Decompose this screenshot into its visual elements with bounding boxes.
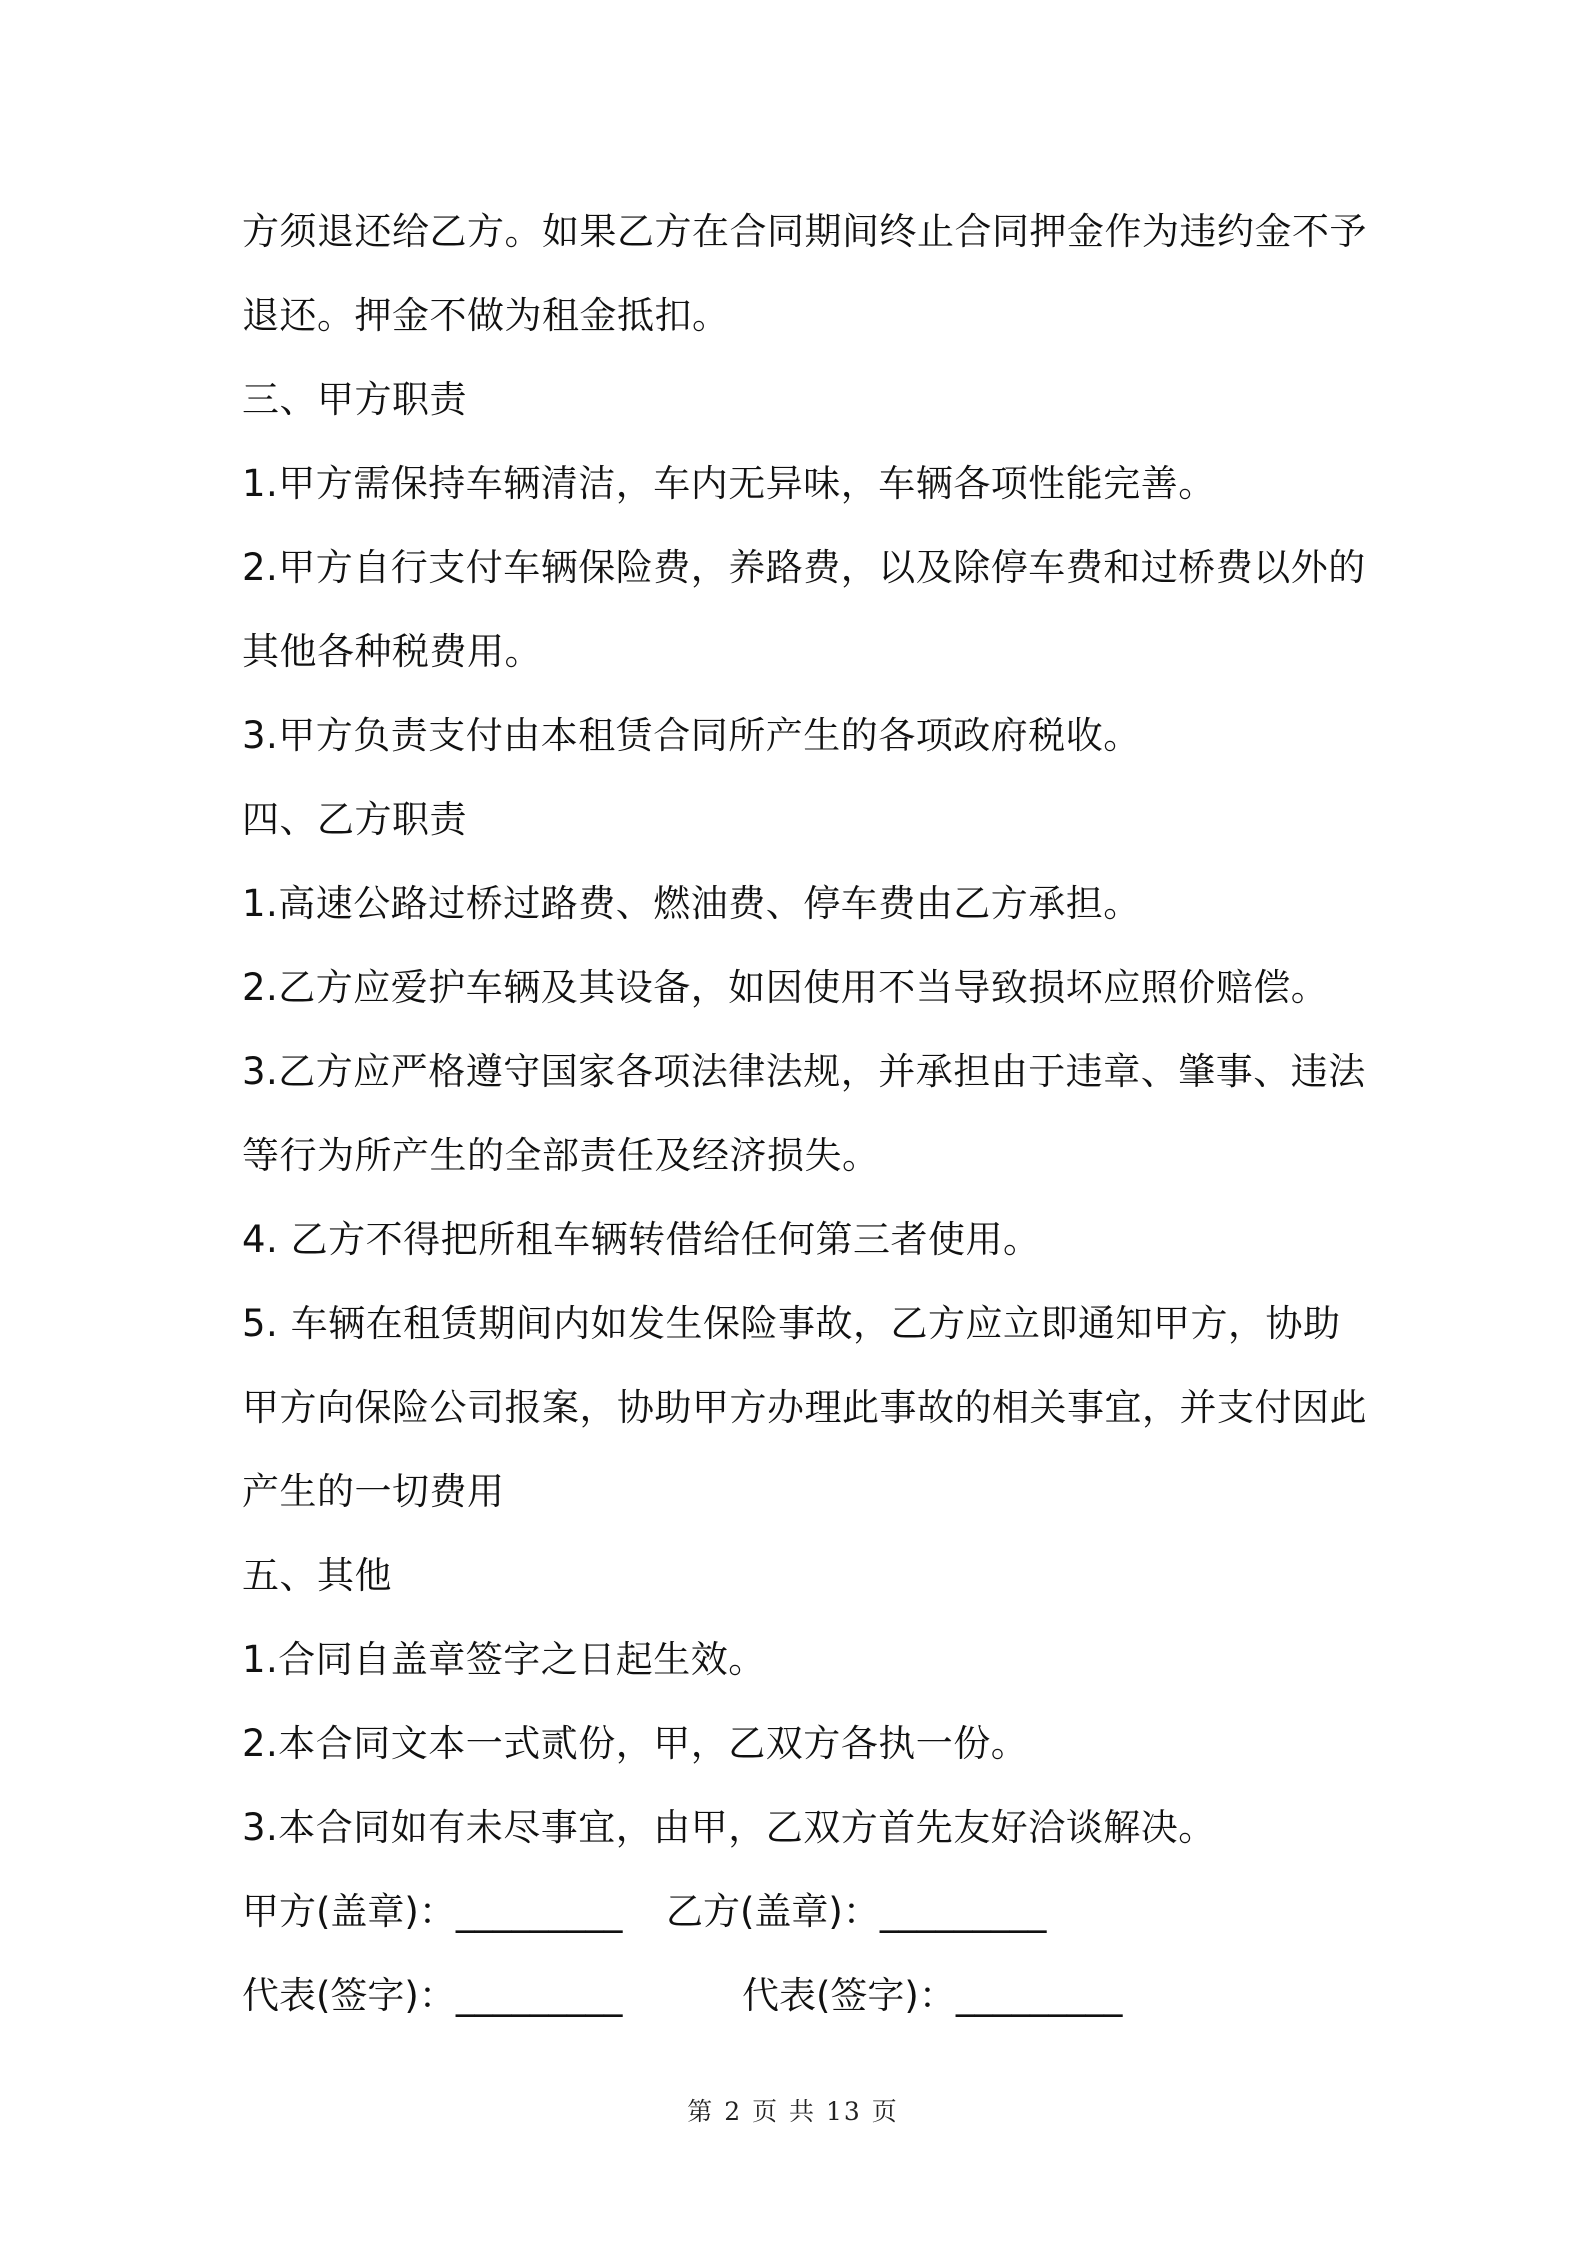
section-heading: 五、其他 [242,1554,392,1597]
section-heading: 四、乙方职责 [242,798,467,841]
page-number-footer: 第 2 页 共 13 页 [687,2097,899,2126]
clause-item: 1.甲方需保持车辆清洁，车内无异味，车辆各项性能完善。 [242,462,1216,505]
paragraph-line: 产生的一切费用 [242,1470,505,1513]
document-body [242,190,1367,2038]
clause-item: 2.本合同文本一式贰份，甲，乙双方各执一份。 [242,1722,1029,1765]
paragraph-line: 甲方向保险公司报案，协助甲方办理此事故的相关事宜，并支付因此 [242,1386,1367,1429]
clause-item: 2.乙方应爱护车辆及其设备，如因使用不当导致损坏应照价赔偿。 [242,966,1329,1009]
section-heading: 三、甲方职责 [242,378,467,421]
clause-item: 4. 乙方不得把所租车辆转借给任何第三者使用。 [242,1218,1041,1261]
clause-item: 1.高速公路过桥过路费、燃油费、停车费由乙方承担。 [242,882,1141,925]
paragraph-line: 等行为所产生的全部责任及经济损失。 [242,1134,880,1177]
signature-row [242,1954,1362,2038]
clause-item: 3.甲方负责支付由本租赁合同所产生的各项政府税收。 [242,714,1141,757]
clause-item: 5. 车辆在租赁期间内如发生保险事故，乙方应立即通知甲方，协助 [242,1302,1341,1345]
paragraph-line: 退还。押金不做为租金抵扣。 [242,294,730,337]
seal-row [242,1870,1362,1954]
clause-item: 3.乙方应严格遵守国家各项法律法规，并承担由于违章、肇事、违法 [242,1050,1366,1093]
clause-item: 2.甲方自行支付车辆保险费，养路费，以及除停车费和过桥费以外的 [242,546,1366,589]
clause-item: 3.本合同如有未尽事宜，由甲，乙双方首先友好洽谈解决。 [242,1806,1216,1849]
clause-item: 1.合同自盖章签字之日起生效。 [242,1638,766,1681]
party-b-seal-field: 乙方(盖章)：_________ [666,1890,1047,1933]
rep-a-signature-field: 代表(签字)：_________ [242,1974,623,2017]
paragraph-line: 方须退还给乙方。如果乙方在合同期间终止合同押金作为违约金不予 [242,210,1367,253]
party-a-seal-field: 甲方(盖章)：_________ [242,1890,623,1933]
rep-b-signature-field: 代表(签字)：_________ [742,1974,1123,2017]
paragraph-line: 其他各种税费用。 [242,630,542,673]
